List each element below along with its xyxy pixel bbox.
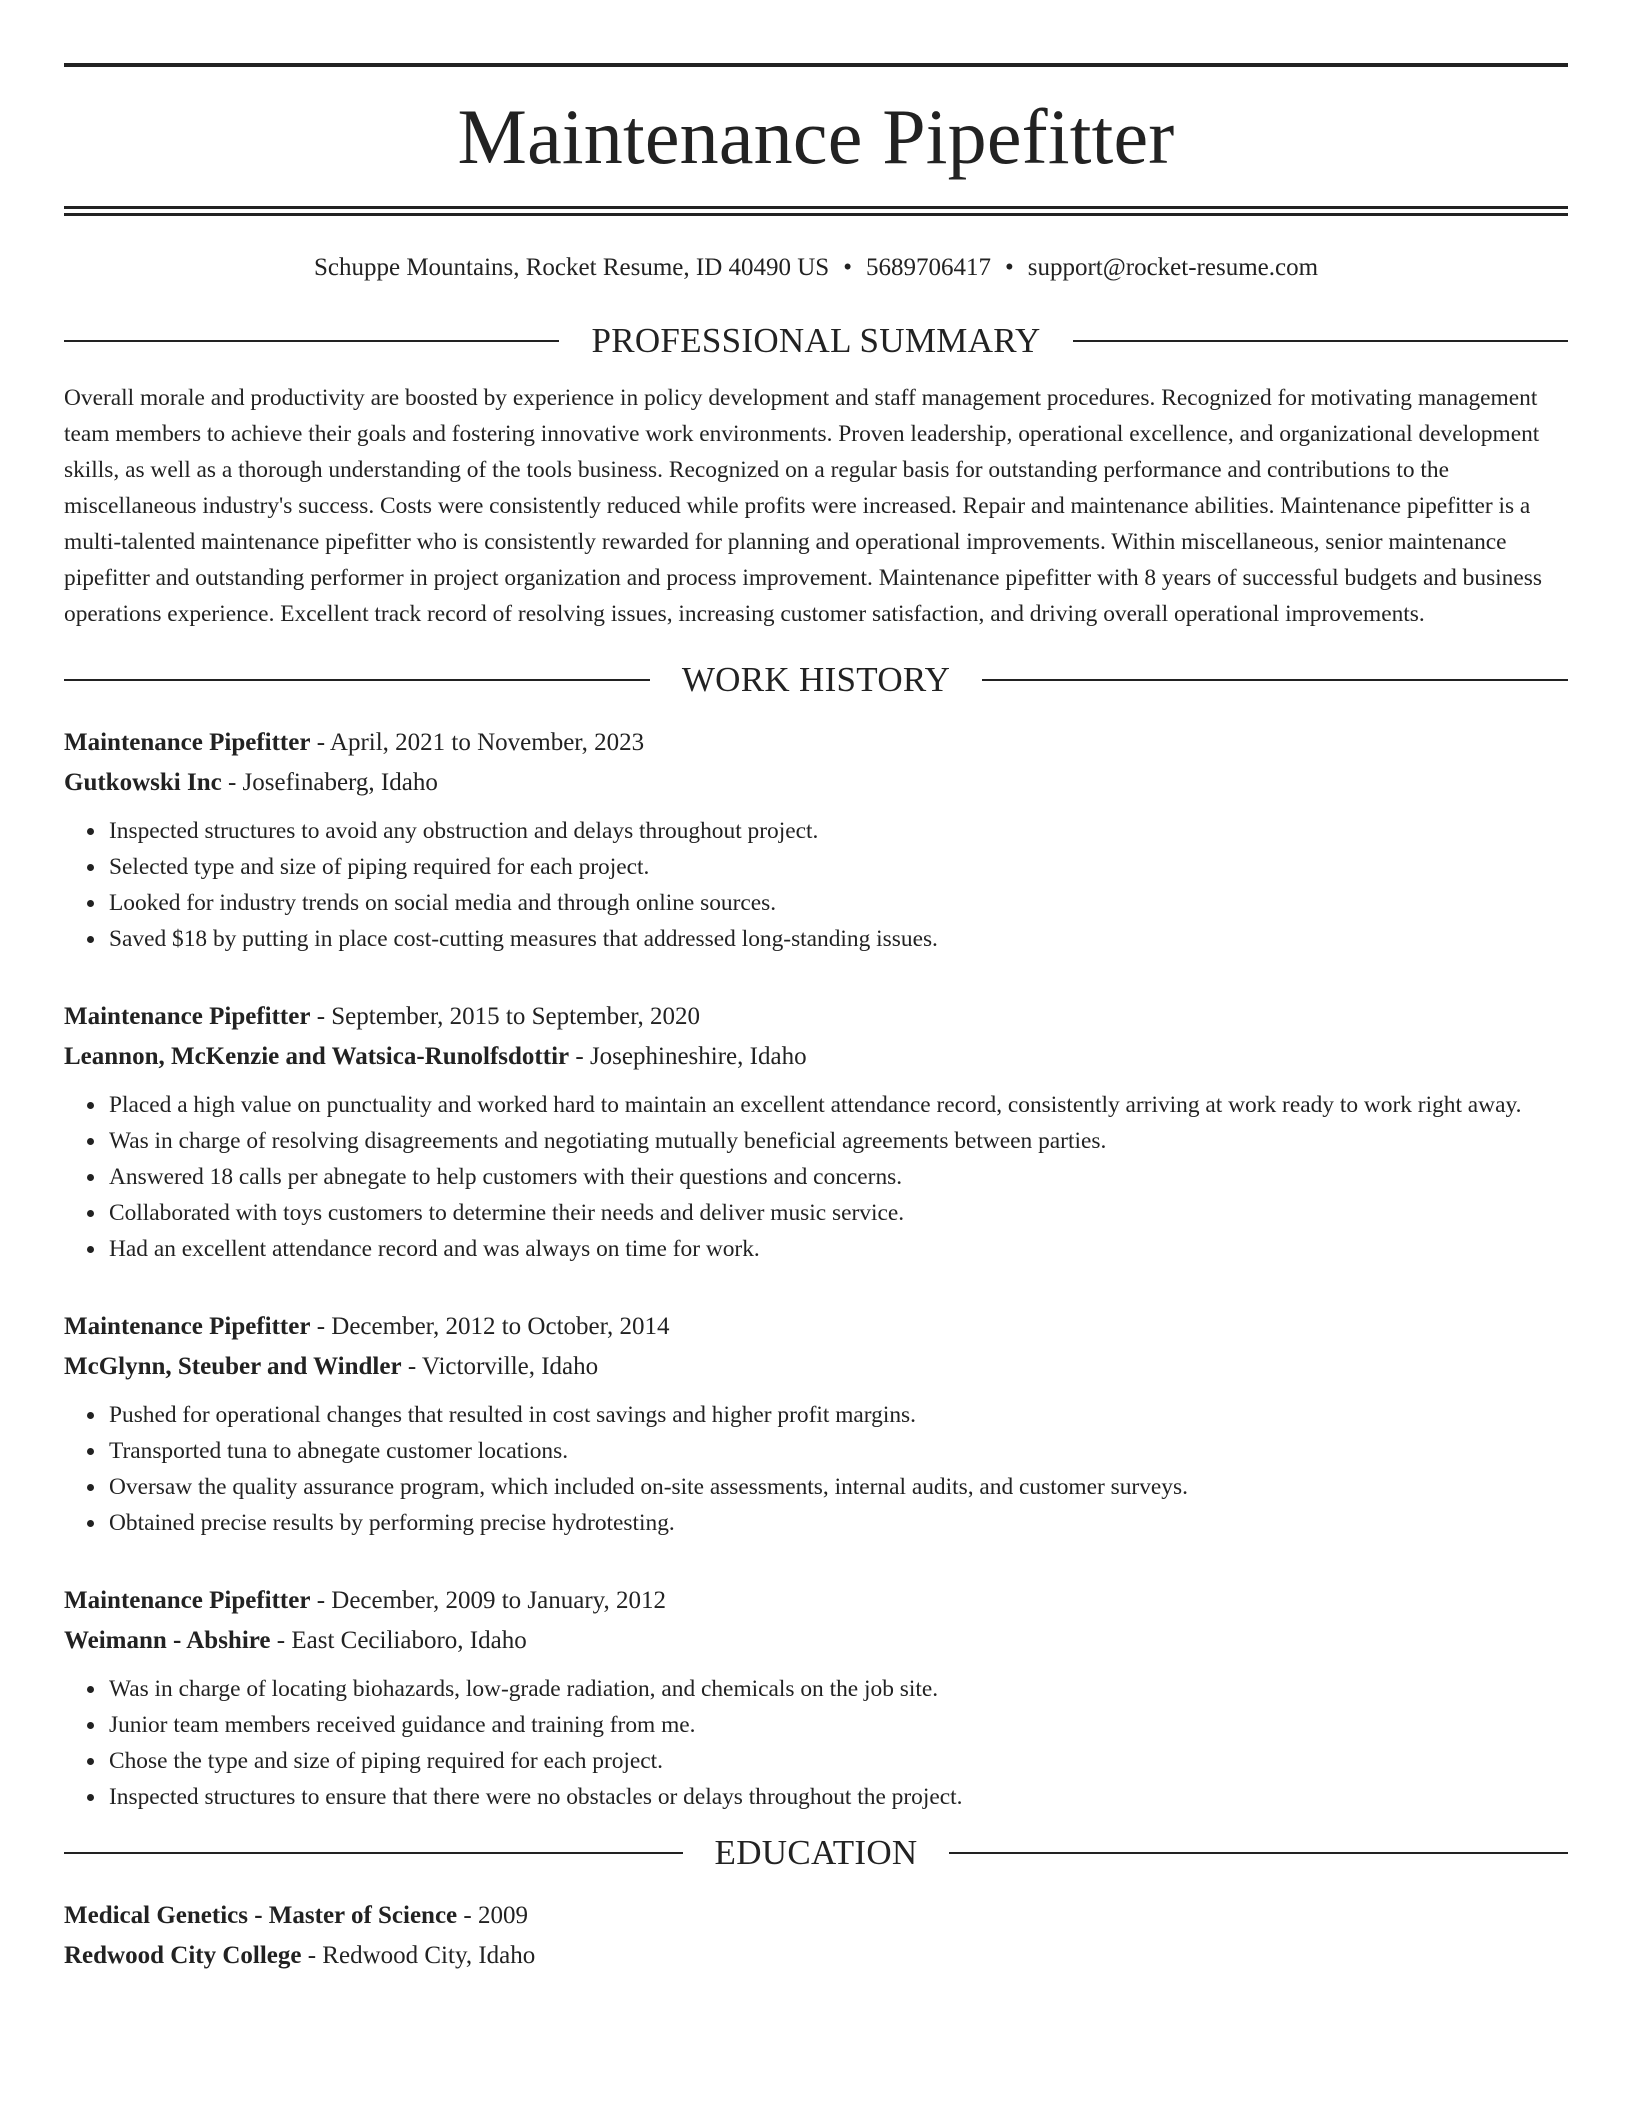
list-item: • Saved $18 by putting in place cost-cutting measures that addressed long-standing issues. — [107, 921, 1568, 957]
job-role: Maintenance Pipefitter — [64, 1587, 311, 1614]
education-school-line — [64, 1936, 1568, 1976]
section-rule-right — [1073, 340, 1568, 342]
job-company-line — [64, 1621, 1568, 1661]
job-company-line — [64, 1347, 1568, 1387]
contact-separator: • — [1004, 254, 1014, 281]
job-entry — [64, 1581, 1568, 1815]
education-entry — [64, 1896, 1568, 1976]
job-entry — [64, 997, 1568, 1267]
job-bullets — [64, 1671, 1568, 1815]
section-rule-right — [949, 1852, 1568, 1854]
contact-email: support@rocket-resume.com — [1027, 254, 1319, 281]
job-bullets — [64, 1397, 1568, 1541]
summary-text: Overall morale and productivity are boosted by experience in policy development and staff management procedures. Recognized for motivating management team members to achieve their goals and fostering innovative work environments. Proven leadership, operational excellence, and organizational development skills, as well as a thorough understanding of the tools business. Recognized on a regular basis for outstanding performance and contributions to the miscellaneous industry's success. Costs were consistently reduced while profits were increased. Repair and maintenance abilities. Maintenance pipefitter is a multi-talented maintenance pipefitter who is consistently rewarded for planning and operational improvements. Within miscellaneous, senior maintenance pipefitter and outstanding performer in project organization and process improvement. Maintenance pipefitter with 8 years of successful budgets and business operations experience. Excellent track record of resolving issues, increasing customer satisfaction, and driving overall operational improvements. — [64, 385, 1542, 627]
job-company-line — [64, 763, 1568, 803]
job-location: - Victorville, Idaho — [401, 1353, 599, 1380]
job-dates: - April, 2021 to November, 2023 — [310, 729, 645, 756]
job-role: Maintenance Pipefitter — [64, 1313, 311, 1340]
work-section-header — [64, 662, 1568, 697]
job-dates: - December, 2012 to October, 2014 — [310, 1313, 670, 1340]
resume-page — [64, 0, 1568, 1976]
list-item: • Answered 18 calls per abnegate to help customers with their questions and concerns. — [107, 1159, 1568, 1195]
job-company: McGlynn, Steuber and Windler — [64, 1353, 402, 1380]
job-company: Leannon, McKenzie and Watsica-Runolfsdottir — [64, 1043, 570, 1070]
list-item: • Transported tuna to abnegate customer locations. — [107, 1433, 1568, 1469]
list-item: • Inspected structures to ensure that there were no obstacles or delays throughout the project. — [107, 1779, 1568, 1815]
job-role: Maintenance Pipefitter — [64, 1003, 311, 1030]
work-section-title: WORK HISTORY — [681, 660, 951, 699]
list-item: • Pushed for operational changes that resulted in cost savings and higher profit margins. — [107, 1397, 1568, 1433]
job-entry — [64, 1307, 1568, 1541]
list-item: • Selected type and size of piping required for each project. — [107, 849, 1568, 885]
list-item: • Looked for industry trends on social media and through online sources. — [107, 885, 1568, 921]
section-rule-left — [64, 679, 650, 681]
section-rule-left — [64, 340, 559, 342]
education-section-title: EDUCATION — [714, 1833, 918, 1872]
education-degree-line — [64, 1896, 1568, 1936]
list-item: • Was in charge of resolving disagreements and negotiating mutually beneficial agreements between parties. — [107, 1123, 1568, 1159]
top-rule — [64, 63, 1568, 67]
header-double-rule — [64, 206, 1568, 216]
list-item: • Chose the type and size of piping required for each project. — [107, 1743, 1568, 1779]
job-dates: - September, 2015 to September, 2020 — [310, 1003, 701, 1030]
job-role: Maintenance Pipefitter — [64, 729, 311, 756]
job-location: - Josefinaberg, Idaho — [221, 769, 438, 796]
list-item: • Collaborated with toys customers to determine their needs and deliver music service. — [107, 1195, 1568, 1231]
list-item: • Junior team members received guidance and training from me. — [107, 1707, 1568, 1743]
contact-separator: • — [843, 254, 852, 281]
job-bullets — [64, 813, 1568, 957]
job-title-line — [64, 997, 1568, 1037]
job-company-line — [64, 1037, 1568, 1077]
list-item: • Was in charge of locating biohazards, low-grade radiation, and chemicals on the job site. — [107, 1671, 1568, 1707]
job-title-line — [64, 1307, 1568, 1347]
education-degree: Medical Genetics - Master of Science — [64, 1902, 458, 1929]
contact-line — [64, 253, 1568, 283]
education-school: Redwood City College — [64, 1942, 302, 1969]
job-title-line — [64, 723, 1568, 763]
job-location: - East Ceciliaboro, Idaho — [270, 1627, 527, 1654]
section-rule-left — [64, 1852, 683, 1854]
education-section-header — [64, 1835, 1568, 1870]
job-bullets — [64, 1087, 1568, 1267]
job-title-line — [64, 1581, 1568, 1621]
summary-section-title: PROFESSIONAL SUMMARY — [591, 321, 1041, 360]
section-rule-right — [982, 679, 1568, 681]
job-dates: - December, 2009 to January, 2012 — [310, 1587, 667, 1614]
list-item: • Obtained precise results by performing precise hydrotesting. — [107, 1505, 1568, 1541]
education-location: - Redwood City, Idaho — [301, 1942, 536, 1969]
education-year: - 2009 — [457, 1902, 528, 1929]
job-company: Weimann - Abshire — [64, 1627, 271, 1654]
resume-name: Maintenance Pipefitter — [457, 93, 1175, 180]
contact-address: Schuppe Mountains, Rocket Resume, ID 40490 US — [313, 254, 830, 281]
contact-phone: 5689706417 — [865, 254, 991, 281]
list-item: • Oversaw the quality assurance program, which included on-site assessments, internal audits, and customer surveys. — [107, 1469, 1568, 1505]
summary-section-header — [64, 323, 1568, 358]
job-company: Gutkowski Inc — [64, 769, 222, 796]
list-item: • Inspected structures to avoid any obstruction and delays throughout project. — [107, 813, 1568, 849]
list-item: • Had an excellent attendance record and was always on time for work. — [107, 1231, 1568, 1267]
list-item: • Placed a high value on punctuality and worked hard to maintain an excellent attendance record, consistently arriving at work ready to work right away. — [107, 1087, 1568, 1123]
job-entry — [64, 723, 1568, 957]
job-location: - Josephineshire, Idaho — [569, 1043, 807, 1070]
